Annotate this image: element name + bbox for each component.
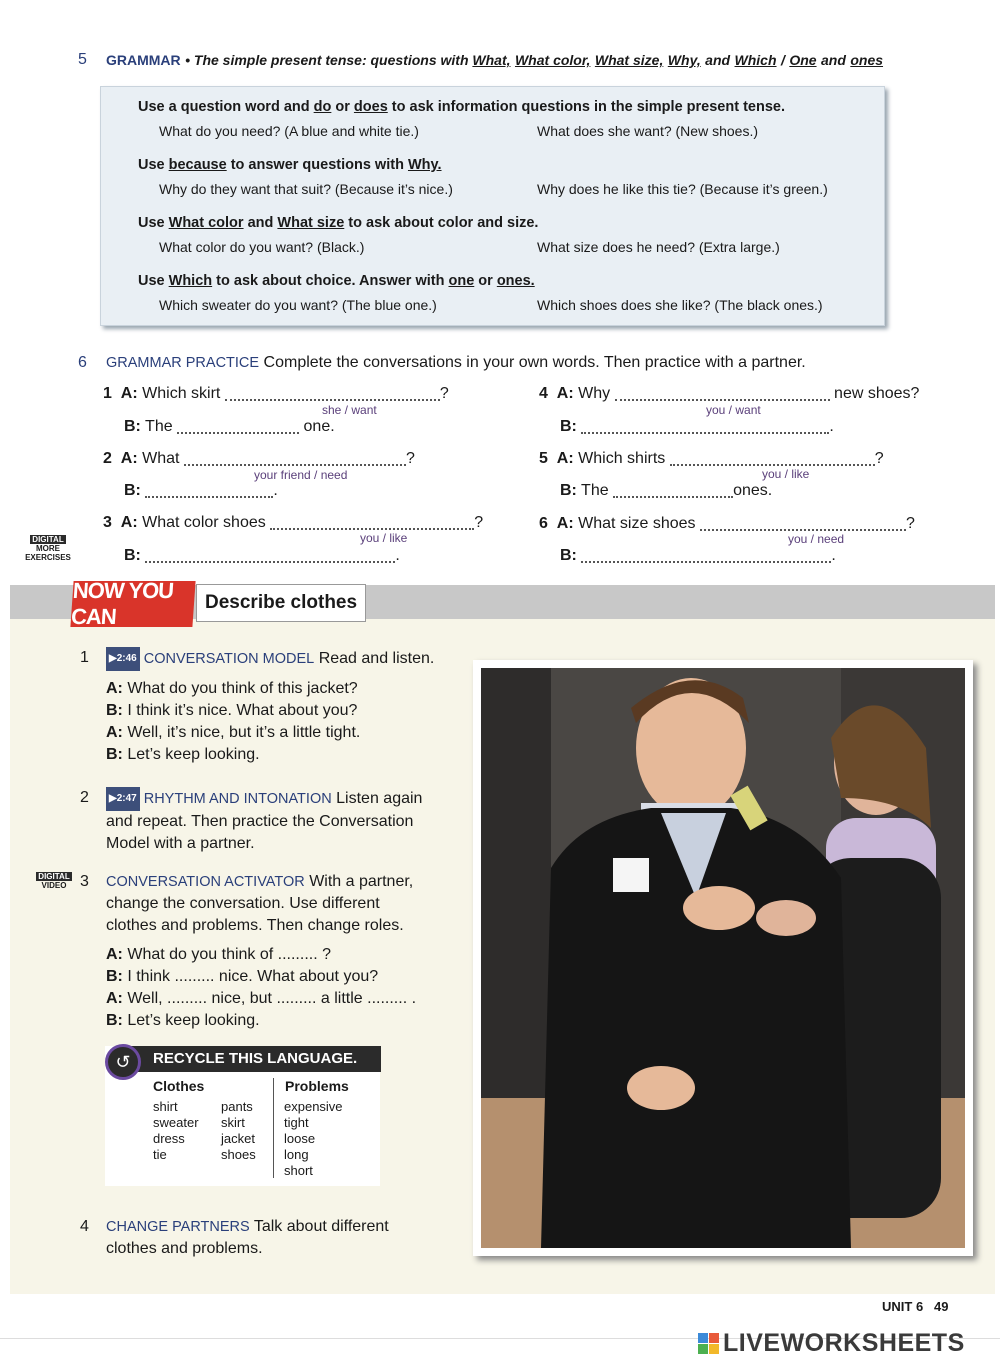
speaker: B:	[106, 1012, 123, 1029]
problem-item: long	[284, 1147, 309, 1162]
conversation-model	[106, 678, 456, 766]
section-text: Listen again	[336, 790, 423, 807]
item-number: 6	[539, 515, 548, 532]
clothes-item: skirt	[221, 1115, 245, 1130]
grammar-example: Which shoes does she like? (The black ones.)	[537, 297, 823, 313]
rule-keyword: because	[168, 157, 227, 173]
practice-answer-4	[560, 418, 834, 436]
recycle-icon: ↺	[105, 1044, 141, 1080]
grammar-rule	[138, 157, 442, 173]
clothes-heading: Clothes	[153, 1078, 205, 1094]
question-end: ?	[905, 515, 915, 532]
practice-answer-6	[560, 547, 836, 565]
grammar-rule	[138, 273, 535, 289]
clothing-store-photo	[473, 660, 973, 1256]
answer-end: .	[829, 418, 834, 435]
unit-label: UNIT 6	[882, 1299, 924, 1314]
title-word: What size,	[594, 52, 664, 68]
question-end: new shoes?	[834, 385, 920, 402]
section-label: RHYTHM AND INTONATION	[143, 791, 332, 807]
clothes-column-1	[153, 1099, 199, 1163]
rhythm-intonation	[106, 787, 466, 855]
speaker: A:	[556, 450, 574, 467]
dialog-line	[106, 988, 466, 1010]
grammar-heading	[106, 52, 883, 70]
practice-item-4	[539, 385, 919, 403]
practice-answer-3	[124, 547, 400, 565]
answer-text: The	[145, 418, 173, 435]
speaker: A:	[120, 514, 138, 531]
clothes-item: jacket	[221, 1131, 255, 1146]
hint: you / like	[360, 531, 408, 545]
speaker: A:	[120, 450, 138, 467]
problems-heading: Problems	[285, 1078, 349, 1094]
speaker: B:	[106, 746, 123, 763]
speaker: B:	[124, 418, 141, 435]
question-end: ?	[474, 514, 484, 531]
practice-item-1	[103, 385, 449, 403]
conversation-model-heading	[106, 647, 434, 671]
grammar-title-prefix: • The simple present tense: questions with	[185, 52, 473, 68]
title-word: What color,	[514, 52, 591, 68]
rule-text: Use a question word and	[138, 99, 314, 115]
brand-text: LIVEWORKSHEETS	[723, 1329, 965, 1357]
hint: you / want	[706, 403, 761, 417]
answer-blank[interactable]	[225, 387, 440, 401]
section-label: CONVERSATION MODEL	[143, 651, 315, 667]
clothes-item: tie	[153, 1147, 167, 1162]
speaker: B:	[560, 418, 577, 435]
speaker: A:	[106, 990, 123, 1007]
grammar-label: GRAMMAR	[106, 52, 181, 68]
section-text: Talk about different	[253, 1218, 389, 1235]
question-text: What size shoes	[578, 515, 696, 532]
answer-blank[interactable]	[615, 387, 830, 401]
item-number: 3	[103, 514, 112, 531]
speaker: A:	[106, 946, 123, 963]
grammar-example: Which sweater do you want? (The blue one.)	[159, 297, 437, 313]
dialog-line	[106, 1010, 466, 1032]
question-text: What	[142, 450, 180, 467]
question-text: Which skirt	[142, 385, 221, 402]
title-word: One	[789, 52, 817, 68]
digital-tag: DIGITAL	[38, 872, 70, 881]
practice-instruction: Complete the conversations in your own words. Then practice with a partner.	[263, 354, 806, 371]
grammar-example: What do you need? (A blue and white tie.)	[159, 123, 419, 139]
question-end: ?	[874, 450, 884, 467]
line-text: Well, it’s nice, but it’s a little tight.	[127, 724, 361, 741]
line-text: I think it’s nice. What about you?	[127, 702, 358, 719]
digital-video-badge[interactable]	[36, 872, 72, 890]
rule-text: or	[474, 273, 497, 289]
conversation-activator	[106, 871, 466, 937]
section-text: With a partner,	[309, 873, 414, 890]
question-text: Which shirts	[578, 450, 666, 467]
speaker: B:	[560, 547, 577, 564]
dialog-line	[106, 744, 456, 766]
clothes-item: pants	[221, 1099, 253, 1114]
speaker: B:	[106, 968, 123, 985]
answer-blank[interactable]	[177, 420, 299, 434]
answer-blank[interactable]	[184, 452, 406, 466]
grammar-box	[100, 86, 885, 326]
section-text: clothes and problems. Then change roles.	[106, 917, 404, 934]
rule-text: to ask about color and size.	[344, 215, 539, 231]
clothes-item: shoes	[221, 1147, 256, 1162]
rule-text: Use	[138, 215, 169, 231]
grammar-example: What size does he need? (Extra large.)	[537, 239, 780, 255]
rule-keyword: ones.	[496, 273, 535, 289]
answer-end: .	[273, 482, 278, 499]
page-footer	[882, 1299, 948, 1314]
practice-item-2	[103, 450, 415, 468]
track-number: 2:46	[116, 653, 137, 664]
dialog-line	[106, 944, 466, 966]
rule-text: or	[331, 99, 354, 115]
practice-heading	[106, 354, 806, 372]
dialog-line	[106, 966, 466, 988]
rule-keyword: does	[353, 99, 388, 115]
section-text: Model with a partner.	[106, 835, 255, 852]
section-number: 4	[80, 1218, 89, 1235]
section-number: 2	[80, 789, 89, 806]
item-number: 2	[103, 450, 112, 467]
section-text: change the conversation. Use different	[106, 895, 380, 912]
section-text: clothes and problems.	[106, 1240, 263, 1257]
section-text: Read and listen.	[318, 650, 435, 667]
section-text: and repeat. Then practice the Conversation	[106, 813, 414, 830]
audio-track-icon[interactable]: ▶2:47	[106, 787, 140, 811]
problem-item: loose	[284, 1131, 316, 1146]
problems-column	[284, 1099, 343, 1179]
digital-line: VIDEO	[41, 881, 67, 890]
question-text: Why	[578, 385, 611, 402]
title-word: and	[821, 52, 846, 68]
rule-keyword: Which	[168, 273, 213, 289]
rule-keyword: one	[448, 273, 475, 289]
grammar-example: Why do they want that suit? (Because it’s nice.)	[159, 181, 453, 197]
rule-text: to answer questions with	[226, 157, 408, 173]
now-you-can-title: Describe clothes	[196, 584, 366, 622]
answer-blank[interactable]	[270, 516, 474, 530]
item-number: 5	[539, 450, 548, 467]
section-number: 3	[80, 873, 89, 890]
answer-blank[interactable]	[145, 484, 273, 498]
change-partners	[106, 1216, 466, 1260]
grammar-rule	[138, 99, 785, 115]
answer-blank[interactable]	[670, 452, 875, 466]
grammar-example: What does she want? (New shoes.)	[537, 123, 758, 139]
speaker: A:	[120, 385, 138, 402]
photo-illustration	[481, 668, 965, 1248]
hint: you / need	[788, 532, 845, 546]
line-text: I think ......... nice. What about you?	[127, 968, 379, 985]
rule-keyword: Why.	[407, 157, 442, 173]
item-number: 4	[539, 385, 548, 402]
practice-answer-5	[560, 482, 772, 500]
dialog-line	[106, 722, 456, 744]
rule-keyword: What color	[168, 215, 244, 231]
column-divider	[273, 1078, 274, 1178]
practice-answer-2	[124, 482, 278, 500]
rule-text: Use	[138, 273, 169, 289]
problem-item: short	[284, 1163, 313, 1178]
section-number: 1	[80, 649, 89, 666]
rule-text: Use	[138, 157, 169, 173]
title-word: Why,	[667, 52, 701, 68]
line-text: Let’s keep looking.	[127, 746, 260, 763]
section-label: CONVERSATION ACTIVATOR	[106, 874, 305, 890]
problem-item: expensive	[284, 1099, 343, 1114]
question-end: ?	[405, 450, 415, 467]
title-word: Which	[734, 52, 777, 68]
digital-line: EXERCISES	[25, 553, 71, 562]
title-word: What,	[472, 52, 511, 68]
recycle-title: RECYCLE THIS LANGUAGE.	[131, 1046, 381, 1072]
grammar-example: Why does he like this tie? (Because it’s green.)	[537, 181, 828, 197]
dialog-line	[106, 678, 456, 700]
rule-text: and	[243, 215, 278, 231]
answer-end: .	[395, 547, 400, 564]
answer-end: one.	[303, 418, 335, 435]
speaker: A:	[106, 724, 123, 741]
item-number: 1	[103, 385, 112, 402]
clothes-column-2	[221, 1099, 256, 1163]
problem-item: tight	[284, 1115, 309, 1130]
clothes-item: dress	[153, 1131, 185, 1146]
activator-dialog	[106, 944, 466, 1032]
grammar-rule	[138, 215, 538, 231]
hint: you / like	[762, 467, 810, 481]
hint: she / want	[322, 403, 377, 417]
practice-item-6	[539, 515, 915, 533]
clothes-item: sweater	[153, 1115, 199, 1130]
speaker: B:	[124, 482, 141, 499]
clothes-item: shirt	[153, 1099, 178, 1114]
speaker: B:	[106, 702, 123, 719]
section-number: 6	[78, 354, 87, 371]
title-word: and	[705, 52, 731, 68]
practice-answer-1	[124, 418, 335, 436]
answer-end: ones.	[733, 482, 773, 499]
answer-blank[interactable]	[700, 517, 906, 531]
brand-icon	[698, 1333, 719, 1354]
audio-track-icon[interactable]: ▶2:46	[106, 647, 140, 671]
photo-image	[481, 668, 965, 1248]
speaker: B:	[560, 482, 577, 499]
practice-label: GRAMMAR PRACTICE	[106, 355, 260, 371]
hint: your friend / need	[254, 468, 348, 482]
title-word: ones	[850, 52, 884, 68]
rule-keyword: do	[313, 99, 332, 115]
practice-item-5	[539, 450, 884, 468]
question-text: What color shoes	[142, 514, 266, 531]
recycle-language-box	[105, 1046, 380, 1186]
answer-blank[interactable]	[145, 549, 395, 563]
speaker: A:	[556, 515, 574, 532]
speaker: B:	[124, 547, 141, 564]
answer-text: The	[581, 482, 609, 499]
now-you-can-logo: NOW YOU CAN	[70, 581, 195, 627]
grammar-example: What color do you want? (Black.)	[159, 239, 365, 255]
answer-end: .	[831, 547, 836, 564]
digital-line: MORE	[36, 544, 60, 553]
answer-blank[interactable]	[581, 549, 831, 563]
answer-blank[interactable]	[581, 420, 829, 434]
digital-more-exercises-badge[interactable]	[24, 535, 72, 562]
answer-blank[interactable]	[613, 484, 733, 498]
track-number: 2:47	[116, 793, 137, 804]
line-text: What do you think of ......... ?	[127, 946, 331, 963]
question-end: ?	[439, 385, 449, 402]
section-number: 5	[78, 51, 87, 68]
section-label: CHANGE PARTNERS	[106, 1219, 250, 1235]
page-number: 49	[934, 1299, 949, 1314]
line-text: Well, ......... nice, but ......... a little ......... .	[127, 990, 417, 1007]
practice-item-3	[103, 514, 483, 532]
line-text: What do you think of this jacket?	[127, 680, 358, 697]
rule-text: to ask about choice. Answer with	[212, 273, 449, 289]
speaker: A:	[556, 385, 574, 402]
line-text: Let’s keep looking.	[127, 1012, 260, 1029]
rule-text: to ask information questions in the simple present tense.	[387, 99, 785, 115]
rule-keyword: What size	[277, 215, 345, 231]
liveworksheets-brand[interactable]	[698, 1329, 965, 1358]
title-word: /	[780, 52, 785, 68]
dialog-line	[106, 700, 456, 722]
digital-tag: DIGITAL	[32, 535, 64, 544]
speaker: A:	[106, 680, 123, 697]
